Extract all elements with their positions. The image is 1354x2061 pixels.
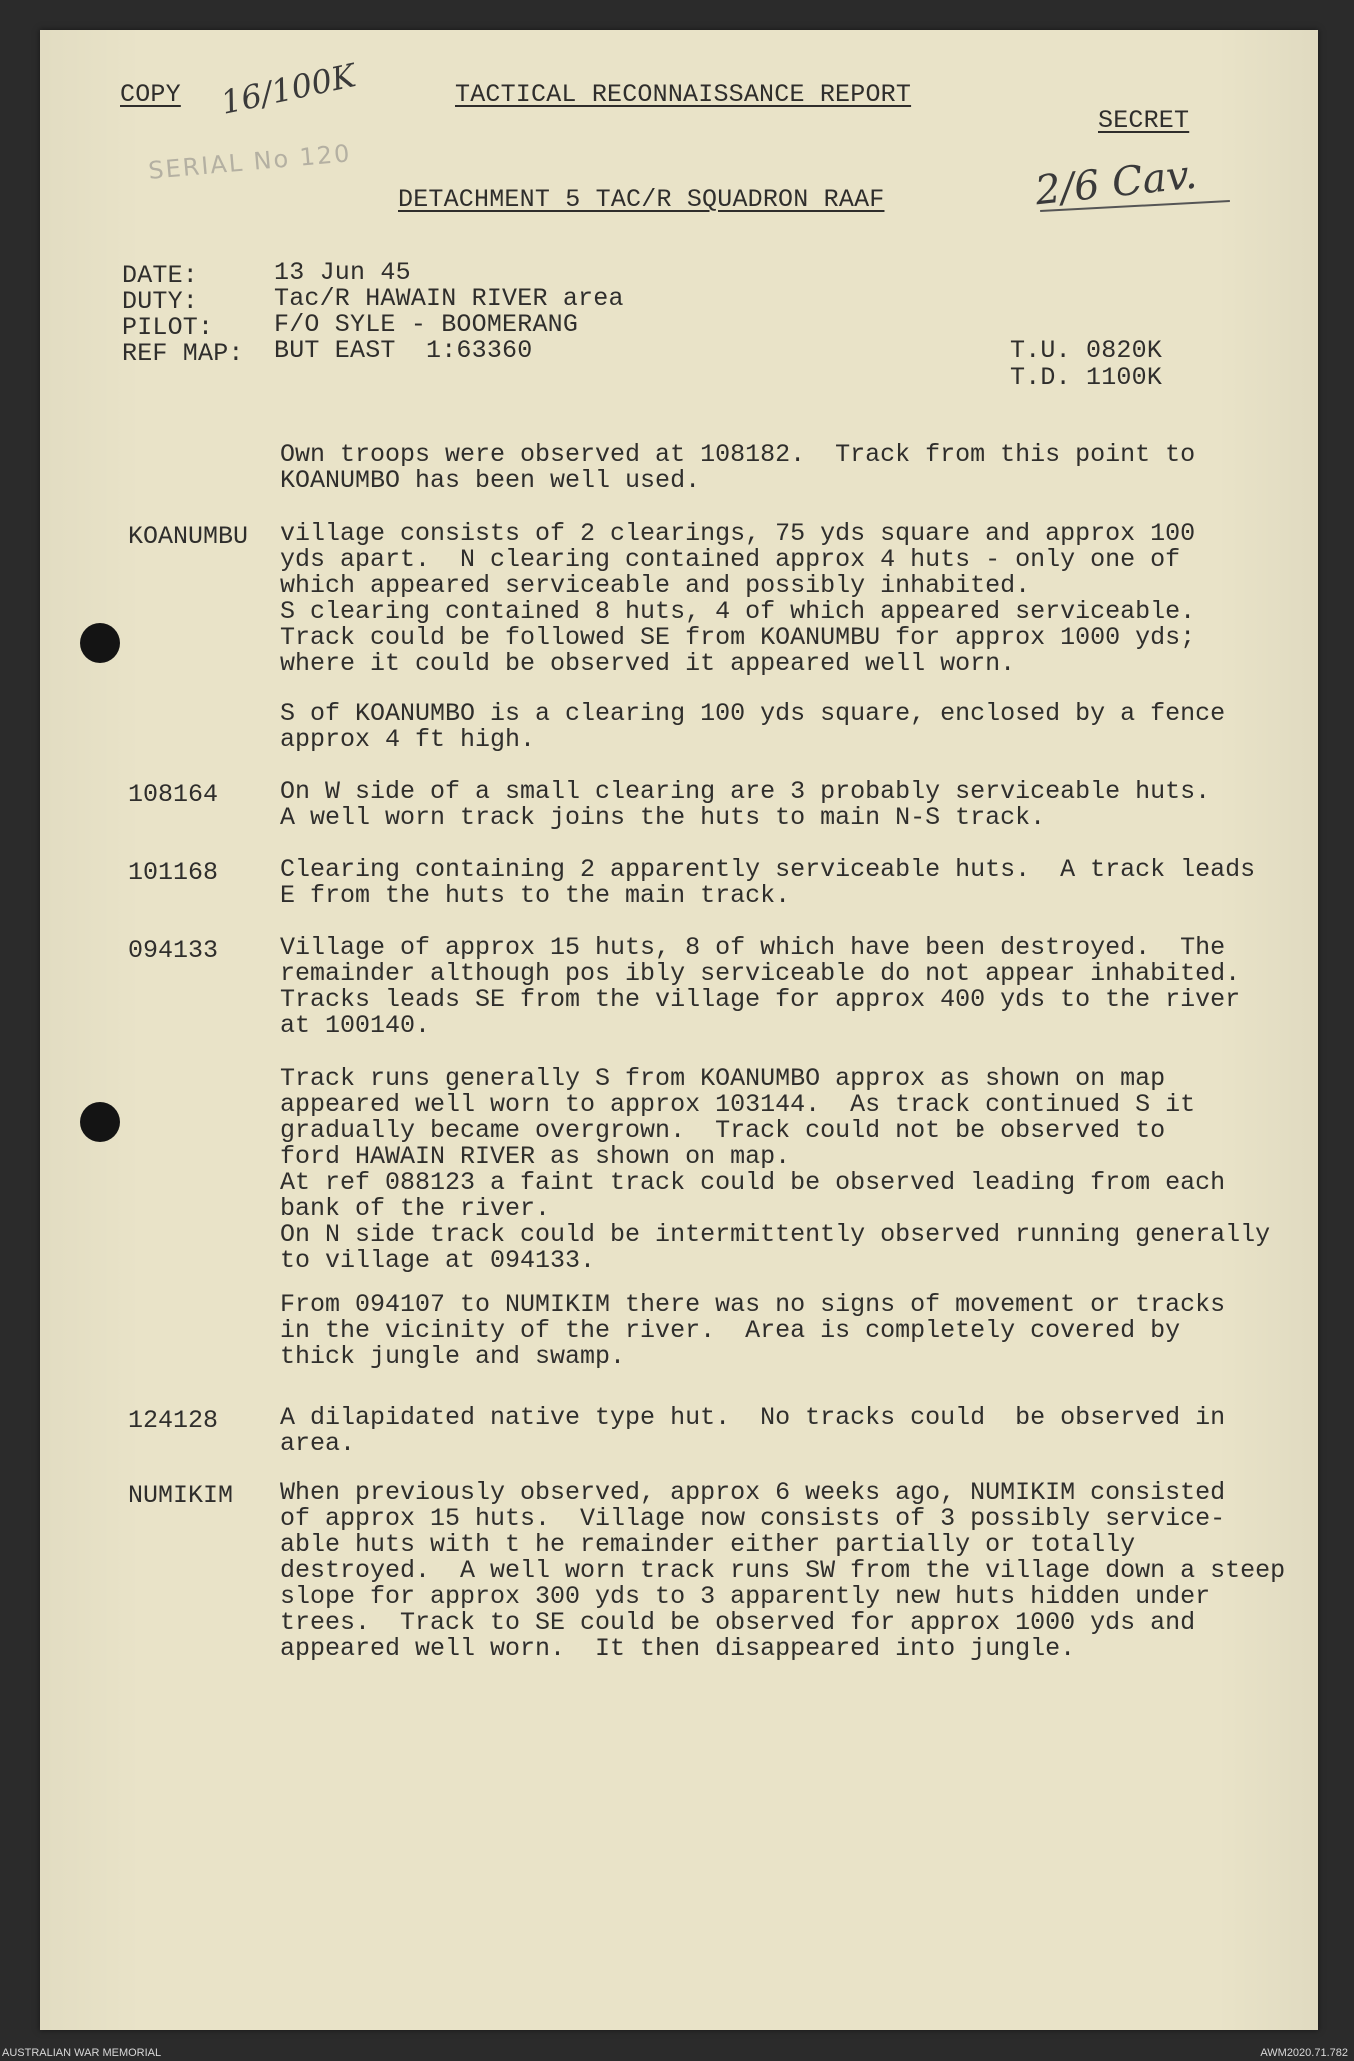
entry-ref: KOANUMBU <box>128 522 249 551</box>
secret-label: SECRET <box>1098 106 1190 135</box>
time-down: T.D. 1100K <box>1010 363 1163 392</box>
footer-right: AWM2020.71.782 <box>1260 2047 1348 2059</box>
refmap-value: BUT EAST 1:63360 <box>274 336 533 365</box>
punch-hole-bottom <box>80 1102 120 1142</box>
refmap-label: REF MAP: <box>122 339 244 368</box>
entry-text: A dilapidated native type hut. No tracks could be observed in area. <box>280 1403 1226 1458</box>
handwritten-top-annotation: 16/100K <box>217 56 359 122</box>
entry-text: From 094107 to NUMIKIM there was no signs of movement or tracks in the vicinity of the river. Area is completely covered by thick jungle and swamp. <box>280 1290 1226 1371</box>
entry-text: When previously observed, approx 6 weeks ago, NUMIKIM consisted of approx 15 huts. Village now consists of 3 possibly service- able huts with t he remainder either partially or totally destroyed. A well worn track runs SW from the village down a steep slope for approx 300 yds to 3 apparently new huts hidden under trees. Track to SE could be observed for approx 1000 yds and appeared well worn. It then disappeared into jungle. <box>280 1478 1286 1663</box>
entry-text: On W side of a small clearing are 3 probably serviceable huts. A well worn track joins the huts to main N-S track. <box>280 777 1211 832</box>
entry-ref: 094133 <box>128 936 219 965</box>
unit-title: DETACHMENT 5 TAC/R SQUADRON RAAF <box>398 185 885 214</box>
entry-text: Clearing containing 2 apparently serviceable huts. A track leads E from the huts to the main track. <box>280 855 1256 910</box>
duty-value: Tac/R HAWAIN RIVER area <box>274 284 624 313</box>
serial-pencil-annotation: SERIAL No 120 <box>147 139 353 185</box>
entry-text: Track runs generally S from KOANUMBO approx as shown on map appeared well worn to approx 103144. As track continued S it gradually became overgrown. Track could not be observed to ford HAWAIN RIVER as shown on map. At ref 088123 a faint track could be observed leading from each bank of the river. On N side track could be intermittently observed running generally to village at 094133. <box>280 1064 1271 1275</box>
copy-label: COPY <box>120 80 181 109</box>
entry-text: Own troops were observed at 108182. Track from this point to KOANUMBO has been well used. <box>280 440 1196 495</box>
handwritten-cav-annotation: 2/6 Cav. <box>1033 151 1200 215</box>
entry-ref: NUMIKIM <box>128 1481 234 1510</box>
time-up: T.U. 0820K <box>1010 336 1163 365</box>
report-title: TACTICAL RECONNAISSANCE REPORT <box>455 80 912 109</box>
entry-ref: 108164 <box>128 780 219 809</box>
punch-hole-top <box>80 623 120 663</box>
date-value: 13 Jun 45 <box>274 258 411 287</box>
entry-text: village consists of 2 clearings, 75 yds square and approx 100 yds apart. N clearing contained approx 4 huts - only one of which appeared serviceable and possibly inhabited. S clearing contained 8 huts, 4 of which appeared serviceable. Track could be followed SE from KOANUMBU for approx 1000 yds; where it could be observed it appeared well worn. <box>280 519 1196 678</box>
entry-text: Village of approx 15 huts, 8 of which have been destroyed. The remainder although pos ibly serviceable do not appear inhabited. Tracks leads SE from the village for approx 400 yds to the river at 100140. <box>280 933 1241 1040</box>
pilot-value: F/O SYLE - BOOMERANG <box>274 310 579 339</box>
entry-ref: 101168 <box>128 858 219 887</box>
date-label: DATE: <box>122 261 199 290</box>
pilot-label: PILOT: <box>122 313 214 342</box>
entry-ref: 124128 <box>128 1406 219 1435</box>
duty-label: DUTY: <box>122 287 199 316</box>
footer-left: AUSTRALIAN WAR MEMORIAL <box>2 2047 162 2059</box>
document-page <box>40 30 1318 2030</box>
entry-text: S of KOANUMBO is a clearing 100 yds square, enclosed by a fence approx 4 ft high. <box>280 699 1226 754</box>
